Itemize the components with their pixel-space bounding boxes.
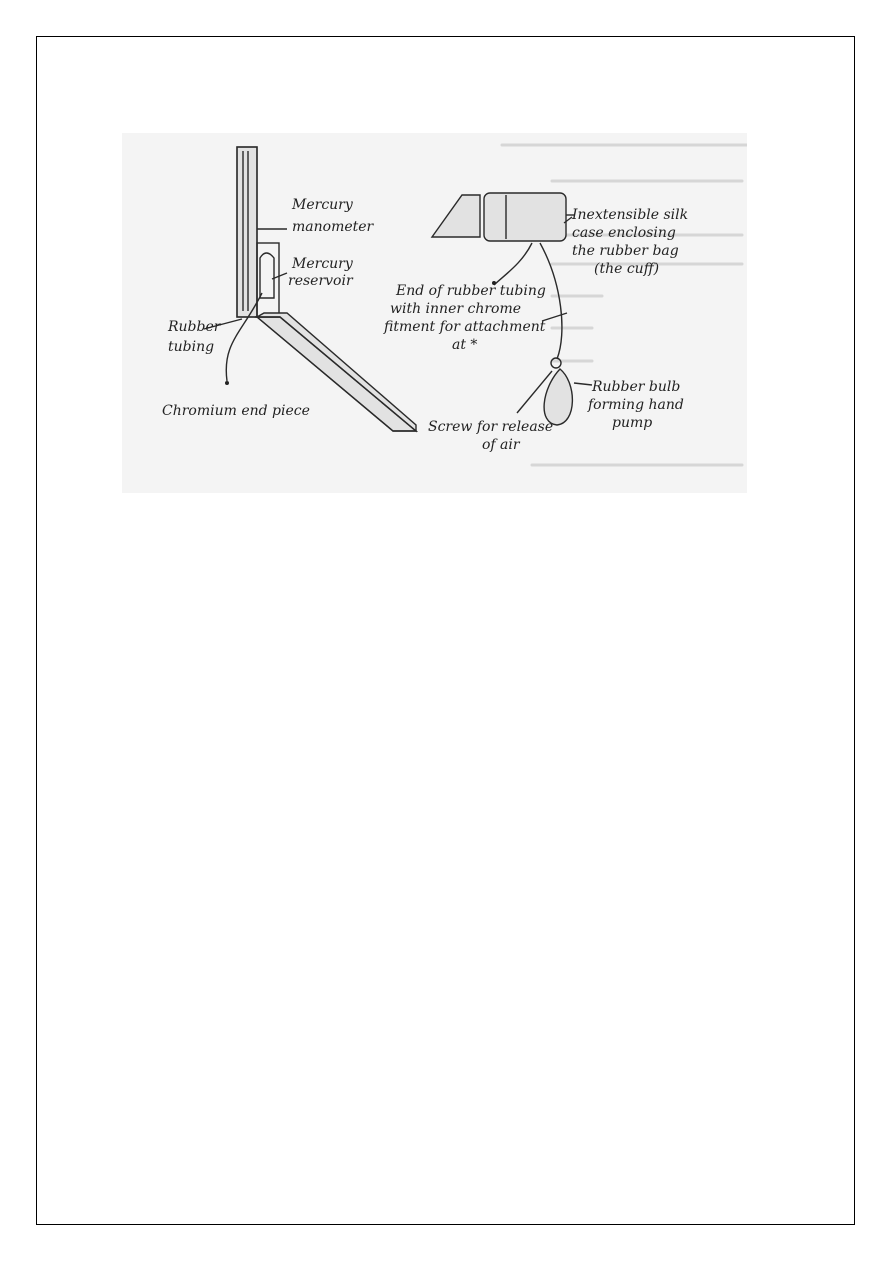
label-chromium-end-piece: Chromium end piece xyxy=(162,403,310,419)
label-mercury-manometer-line1: Mercury xyxy=(292,197,353,213)
label-bulb-line2: forming hand xyxy=(588,397,684,413)
rubber-bulb xyxy=(544,358,572,425)
label-tubing-end-line3: fitment for attachment xyxy=(384,319,546,335)
cuff xyxy=(432,193,574,241)
label-cuff-line2: case enclosing xyxy=(572,225,676,241)
label-screw-line2: of air xyxy=(482,437,520,453)
cuff-tubing-end xyxy=(494,243,532,285)
label-cuff-line1: Inextensible silk xyxy=(572,207,689,223)
manometer-stand xyxy=(237,147,279,317)
cuff-tubing-bulb xyxy=(540,243,562,359)
label-mercury-reservoir-line2: reservoir xyxy=(288,273,353,289)
label-tubing-end-line4: at * xyxy=(452,337,478,353)
chromium-end-piece xyxy=(225,381,229,385)
sphygmomanometer-diagram xyxy=(122,133,747,493)
label-bulb-line1: Rubber bulb xyxy=(592,379,681,395)
label-tubing-end-line1: End of rubber tubing xyxy=(396,283,546,299)
label-screw-line1: Screw for release xyxy=(428,419,554,435)
label-rubber-tubing-line1: Rubber xyxy=(168,319,221,335)
label-mercury-reservoir-line1: Mercury xyxy=(292,256,353,272)
label-tubing-end-line2: with inner chrome xyxy=(390,301,522,317)
label-cuff-line4: (the cuff) xyxy=(594,261,660,277)
label-mercury-manometer-line2: manometer xyxy=(292,219,374,235)
label-bulb-line3: pump xyxy=(612,415,653,431)
label-cuff-line3: the rubber bag xyxy=(572,243,679,259)
label-rubber-tubing-line2: tubing xyxy=(168,339,215,355)
